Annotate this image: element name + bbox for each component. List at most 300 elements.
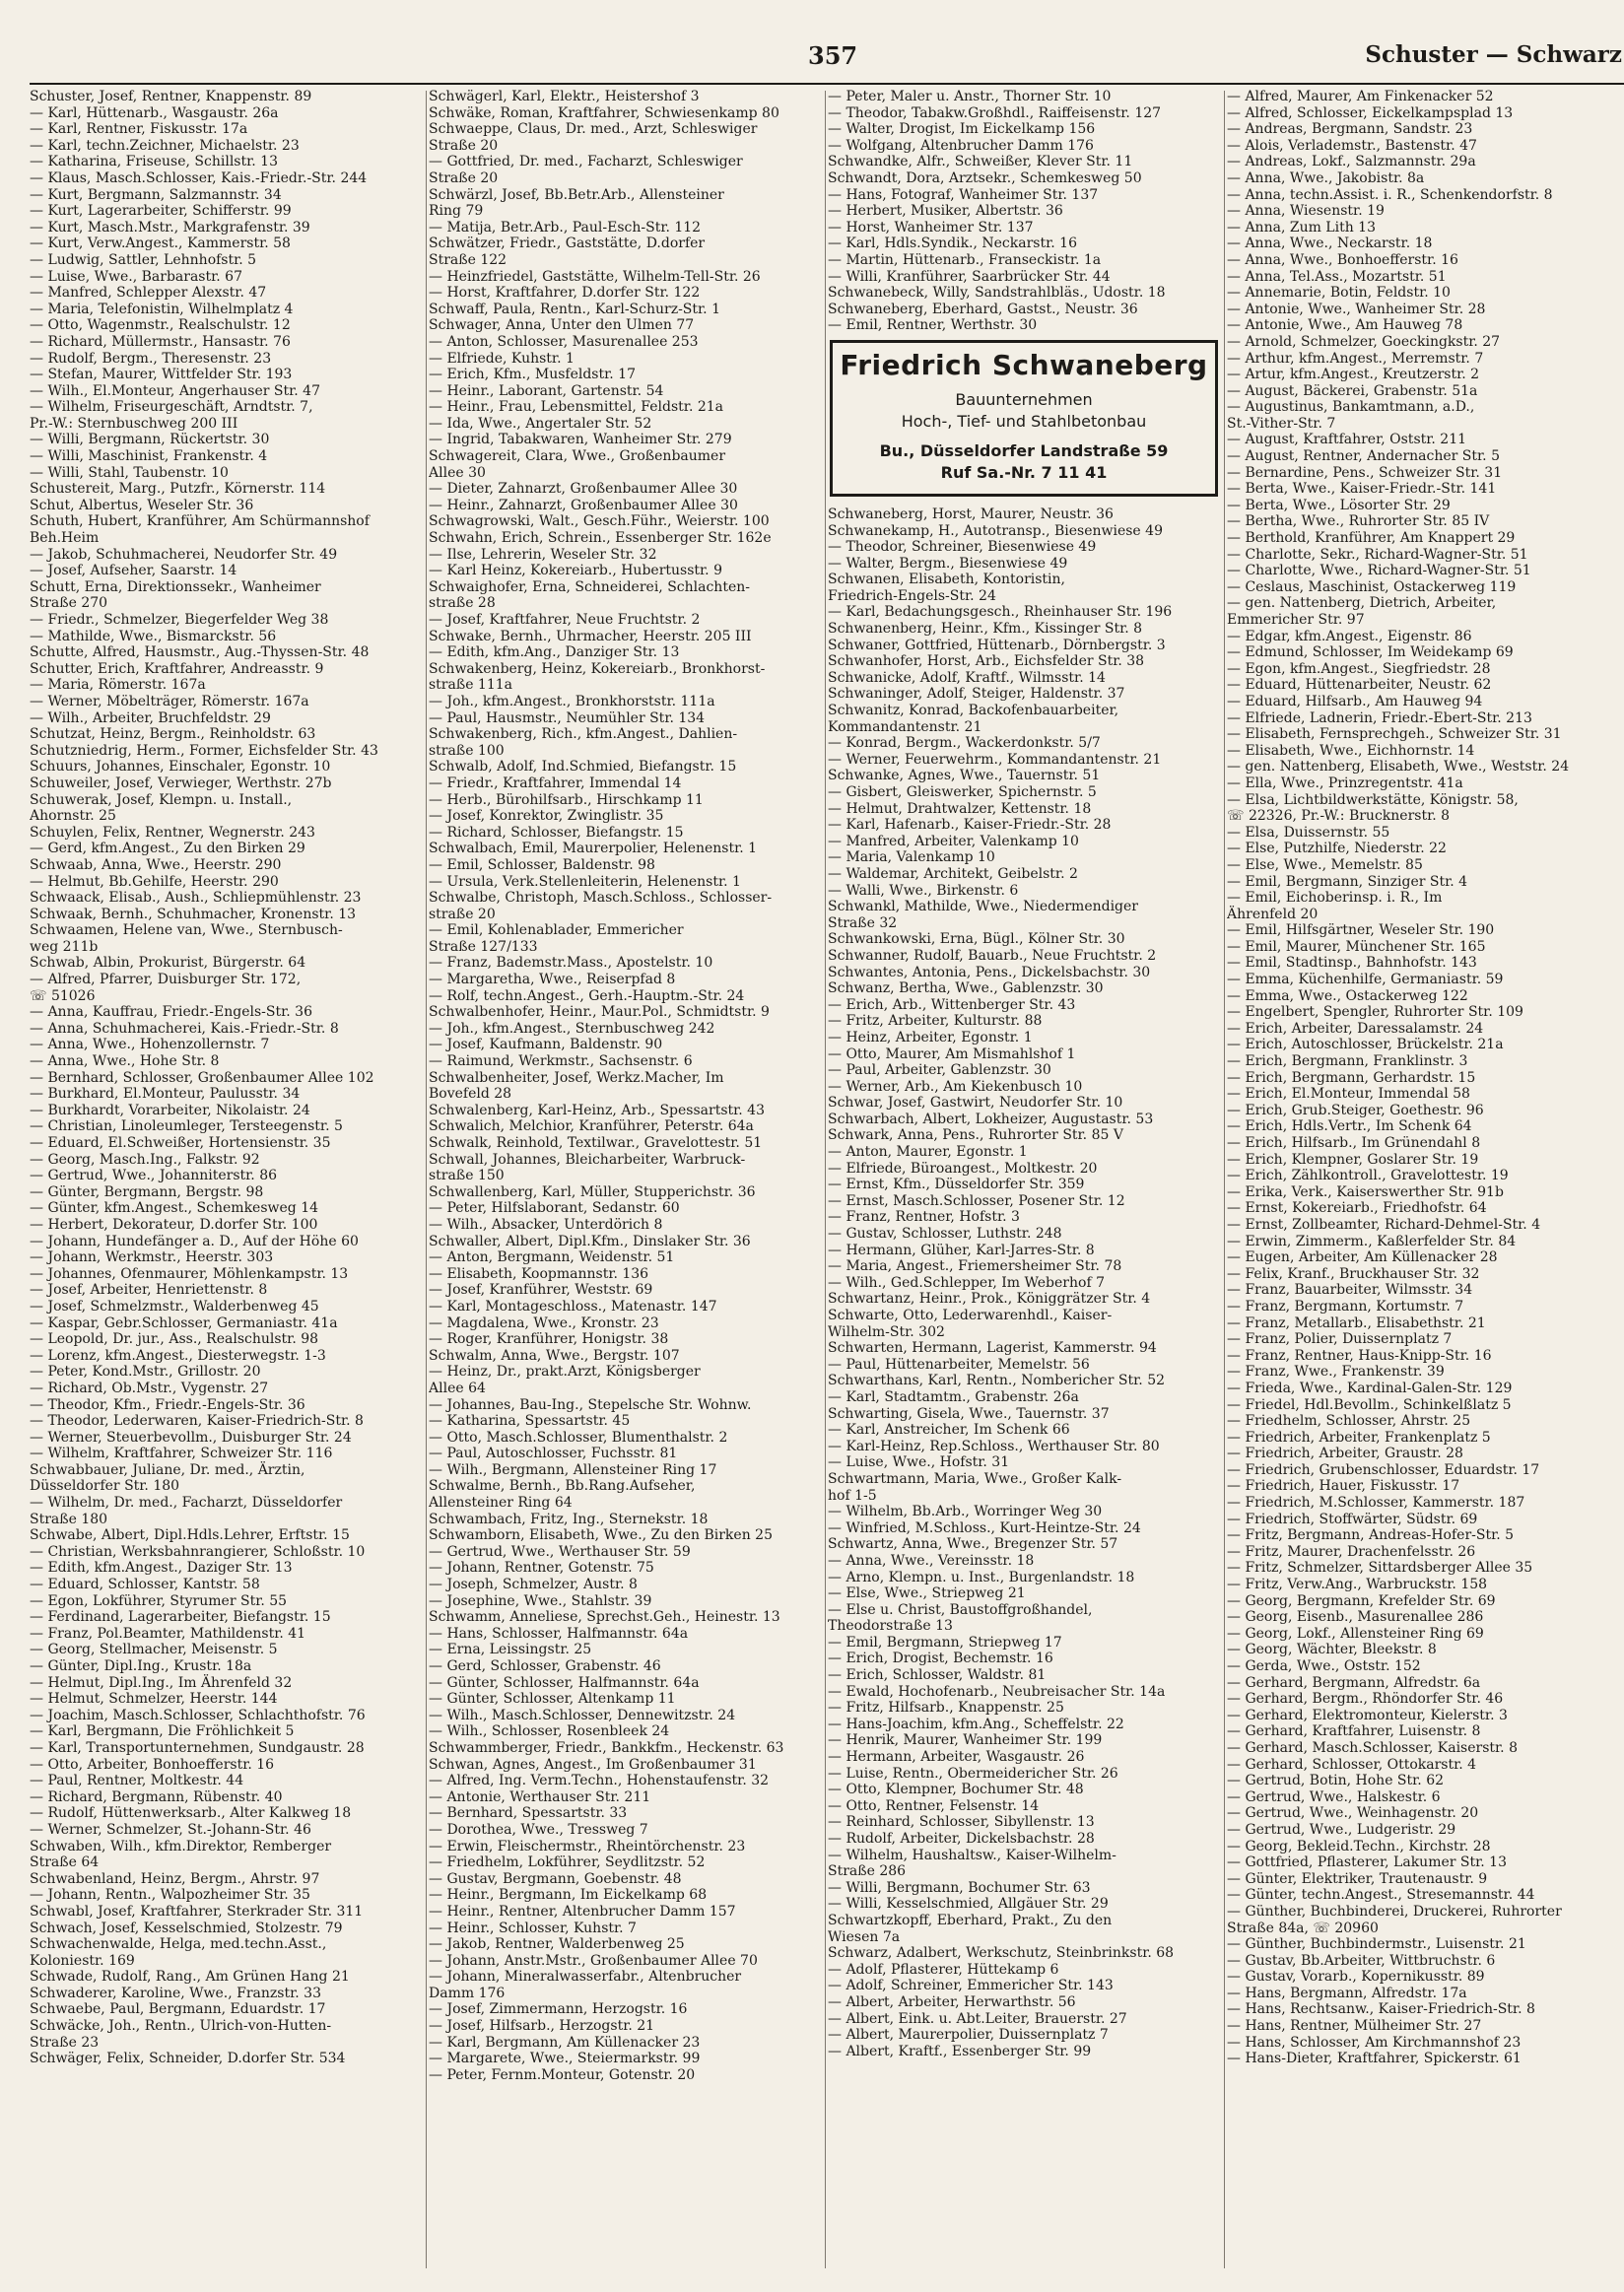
directory-entry: — Gisbert, Gleiswerker, Spichernstr. 5: [828, 784, 1097, 800]
directory-entry: Kommandantenstr. 21: [828, 718, 982, 735]
column-1: [30, 89, 422, 2276]
directory-entry: — Hans-Joachim, kfm.Ang., Scheffelstr. 22: [828, 1716, 1124, 1732]
directory-entry: — Arno, Klempn. u. Inst., Burgenlandstr. 18: [828, 1569, 1135, 1585]
directory-entry: — Franz, Pol.Beamter, Mathildenstr. 41: [30, 1625, 306, 1642]
directory-entry: — Ceslaus, Maschinist, Ostackerweg 119: [1227, 578, 1517, 595]
directory-entry: — gen. Nattenberg, Elisabeth, Wwe., Weststr. 24: [1227, 759, 1570, 775]
directory-entry: — Helmut, Bb.Gehilfe, Heerstr. 290: [30, 873, 279, 890]
directory-entry: — Elsa, Duissernstr. 55: [1227, 824, 1390, 841]
directory-entry: — Kurt, Bergmann, Salzmannstr. 34: [30, 186, 282, 203]
directory-entry: — Edmund, Schlosser, Im Weidekamp 69: [1227, 644, 1514, 661]
directory-entry: — Christian, Linoleumleger, Tersteegenstr. 5: [30, 1118, 343, 1135]
directory-entry: — Hans, Rechtsanw., Kaiser-Friedrich-Str. 8: [1227, 2001, 1535, 2018]
directory-entry: Straße 286: [828, 1863, 907, 1880]
directory-entry: — Anna, techn.Assist. i. R., Schenkendorfstr. 8: [1227, 186, 1553, 203]
directory-entry: Schwallenberg, Karl, Müller, Stupperichstr. 36: [429, 1183, 756, 1200]
directory-entry: — Theodor, Schreiner, Biesenwiese 49: [828, 539, 1097, 556]
directory-entry: Schwaak, Bernh., Schuhmacher, Kronenstr. 13: [30, 906, 357, 922]
directory-entry: — Heinzfriedel, Gaststätte, Wilhelm-Tell-Str. 26: [429, 268, 761, 285]
directory-entry: — Frieda, Wwe., Kardinal-Galen-Str. 129: [1227, 1380, 1513, 1396]
directory-entry: Schwarten, Hermann, Lagerist, Kammerstr. 94: [828, 1340, 1157, 1357]
directory-entry: — Artur, kfm.Angest., Kreutzerstr. 2: [1227, 367, 1480, 383]
directory-entry: — Elisabeth, Wwe., Eichhornstr. 14: [1227, 742, 1475, 759]
directory-entry: — Albert, Eink. u. Abt.Leiter, Brauerstr. 27: [828, 2010, 1127, 2027]
directory-entry: — Emil, Kohlenablader, Emmericher: [429, 922, 684, 939]
directory-entry: — Hermann, Glüher, Karl-Jarres-Str. 8: [828, 1242, 1095, 1258]
directory-entry: — Luise, Wwe., Hofstr. 31: [828, 1454, 1010, 1471]
directory-entry: — Hans, Schlosser, Halfmannstr. 64a: [429, 1625, 689, 1642]
directory-entry: — Bernardine, Pens., Schweizer Str. 31: [1227, 464, 1503, 481]
directory-entry: Ährenfeld 20: [1227, 906, 1319, 922]
directory-entry: — Roger, Kranführer, Honigstr. 38: [429, 1331, 669, 1348]
directory-entry: — Erich, Hilfsarb., Im Grünendahl 8: [1227, 1135, 1481, 1151]
directory-entry: Schwar, Josef, Gastwirt, Neudorfer Str. 10: [828, 1095, 1123, 1112]
directory-entry: — Johann, Mineralwasserfabr., Altenbrucher: [429, 1969, 742, 1986]
directory-entry: Schwanke, Agnes, Wwe., Tauernstr. 51: [828, 768, 1101, 784]
directory-entry: Schwandt, Dora, Arztsekr., Schemkesweg 50: [828, 169, 1142, 186]
directory-entry: — Josef, Kraftfahrer, Neue Fruchtstr. 2: [429, 612, 701, 628]
directory-entry: — Johann, Rentner, Gotenstr. 75: [429, 1560, 654, 1577]
directory-entry: — Emil, Rentner, Werthstr. 30: [828, 317, 1038, 334]
directory-entry: Schwamborn, Elisabeth, Wwe., Zu den Birken 25: [429, 1527, 773, 1544]
directory-entry: — Helmut, Drahtwalzer, Kettenstr. 18: [828, 800, 1092, 817]
directory-entry: Allee 30: [429, 464, 486, 481]
directory-entry: Allee 64: [429, 1380, 486, 1396]
directory-entry: — Heinr., Bergmann, Im Eickelkamp 68: [429, 1887, 708, 1904]
directory-entry: — Josef, Aufseher, Saarstr. 14: [30, 563, 237, 579]
directory-entry: — Paul, Arbeiter, Gablenzstr. 30: [828, 1062, 1051, 1079]
directory-entry: Schwachenwalde, Helga, med.techn.Asst.,: [30, 1936, 327, 1953]
directory-entry: — Erich, Arb., Wittenberger Str. 43: [828, 996, 1076, 1013]
directory-entry: — Emil, Hilfsgärtner, Weseler Str. 190: [1227, 922, 1495, 939]
directory-entry: — Gertrud, Wwe., Johanniterstr. 86: [30, 1168, 278, 1184]
directory-entry: Schwan, Agnes, Angest., Im Großenbaumer 31: [429, 1756, 757, 1773]
directory-entry: Schwagrowski, Walt., Gesch.Führ., Weierstr. 100: [429, 513, 770, 530]
directory-entry: — Günter, Bergmann, Bergstr. 98: [30, 1183, 264, 1200]
directory-entry: — Hans, Schlosser, Am Kirchmannshof 23: [1227, 2034, 1522, 2051]
directory-entry: — Rolf, techn.Angest., Gerh.-Hauptm.-Str. 24: [429, 987, 745, 1004]
directory-entry: Schwankowski, Erna, Bügl., Kölner Str. 30: [828, 931, 1125, 948]
advertiser-business: Bauunternehmen: [955, 389, 1093, 409]
directory-entry: — Wilhelm, Bb.Arb., Worringer Weg 30: [828, 1504, 1103, 1520]
directory-entry: — Antonie, Wwe., Am Hauweg 78: [1227, 317, 1463, 334]
directory-entry: — Anton, Schlosser, Masurenallee 253: [429, 333, 699, 350]
directory-entry: — Albert, Arbeiter, Herwarthstr. 56: [828, 1993, 1076, 2010]
directory-entry: — Anna, Kauffrau, Friedr.-Engels-Str. 36: [30, 1004, 312, 1021]
directory-entry: — Otto, Rentner, Felsenstr. 14: [828, 1797, 1040, 1814]
directory-entry: — Walli, Wwe., Birkenstr. 6: [828, 882, 1019, 899]
directory-entry: Schwaack, Elisab., Aush., Schliepmühlenstr. 23: [30, 890, 362, 907]
directory-entry: — Werner, Steuerbevollm., Duisburger Str. 24: [30, 1429, 352, 1446]
directory-entry: — Friedrich, Stoffwärter, Südstr. 69: [1227, 1511, 1478, 1527]
directory-entry: — Willi, Bergmann, Rückertstr. 30: [30, 432, 270, 448]
directory-entry: — Erich, Drogist, Bechemstr. 16: [828, 1651, 1053, 1667]
directory-entry: — Friedr., Schmelzer, Biegerfelder Weg 38: [30, 612, 329, 628]
directory-entry: — Heinr., Laborant, Gartenstr. 54: [429, 382, 664, 399]
directory-entry: — Georg, Bekleid.Techn., Kirchstr. 28: [1227, 1838, 1491, 1854]
directory-entry: Schwanen, Elisabeth, Kontoristin,: [828, 572, 1066, 588]
directory-entry: — Günter, techn.Angest., Stresemannstr. 44: [1227, 1887, 1535, 1904]
directory-entry: — Franz, Rentner, Haus-Knipp-Str. 16: [1227, 1347, 1492, 1364]
directory-entry: Schwaninger, Adolf, Steiger, Haldenstr. 37: [828, 686, 1125, 703]
directory-entry: — Emil, Schlosser, Baldenstr. 98: [429, 856, 655, 873]
directory-entry: Schwakenberg, Heinz, Kokereiarb., Bronkhorst-: [429, 660, 766, 677]
directory-entry: — Ludwig, Sattler, Lehnhofstr. 5: [30, 251, 257, 268]
directory-entry: — Edith, kfm.Ang., Danziger Str. 13: [429, 644, 680, 661]
directory-entry: — Gerhard, Kraftfahrer, Luisenstr. 8: [1227, 1723, 1481, 1740]
directory-entry: Pr.-W.: Sternbuschweg 200 III: [30, 415, 238, 432]
directory-entry: Schutzat, Heinz, Bergm., Reinholdstr. 63: [30, 726, 316, 743]
directory-entry: — Werner, Feuerwehrm., Kommandantenstr. 21: [828, 751, 1162, 768]
directory-entry: — Otto, Masch.Schlosser, Blumenthalstr. 2: [429, 1429, 728, 1446]
directory-entry: — Kurt, Lagerarbeiter, Schifferstr. 99: [30, 203, 292, 220]
directory-entry: — Ernst, Masch.Schlosser, Posener Str. 12: [828, 1192, 1125, 1209]
directory-entry: — Erich, Autoschlosser, Brückelstr. 21a: [1227, 1037, 1504, 1053]
directory-entry: Schwanenberg, Heinr., Kfm., Kissinger Str. 8: [828, 621, 1143, 638]
directory-entry: — Wilhelm, Kraftfahrer, Schweizer Str. 116: [30, 1446, 333, 1462]
directory-entry: — Ursula, Verk.Stellenleiterin, Helenenstr. 1: [429, 873, 741, 890]
directory-entry: — Gottfried, Pflasterer, Lakumer Str. 13: [1227, 1854, 1507, 1871]
directory-entry: — Peter, Kond.Mstr., Grillostr. 20: [30, 1364, 261, 1381]
directory-entry: — Albert, Maurerpolier, Duissernplatz 7: [828, 2027, 1109, 2044]
directory-entry: — Alfred, Schlosser, Eickelkampsplad 13: [1227, 104, 1514, 121]
directory-entry: — Bernhard, Spessartstr. 33: [429, 1805, 628, 1822]
directory-entry: — Rudolf, Bergm., Theresenstr. 23: [30, 350, 272, 367]
directory-entry: — Berta, Wwe., Kaiser-Friedr.-Str. 141: [1227, 481, 1497, 498]
directory-entry: — Edith, kfm.Angest., Daziger Str. 13: [30, 1560, 293, 1577]
directory-entry: Emmericher Str. 97: [1227, 612, 1365, 628]
directory-entry: — Adolf, Pflasterer, Hüttekamp 6: [828, 1961, 1059, 1978]
directory-entry: — Margarete, Wwe., Steiermarkstr. 99: [429, 2051, 701, 2067]
directory-entry: — Annemarie, Botin, Feldstr. 10: [1227, 285, 1451, 302]
directory-entry: — Dorothea, Wwe., Tressweg 7: [429, 1821, 648, 1838]
directory-entry: — Adolf, Schreiner, Emmericher Str. 143: [828, 1978, 1114, 1994]
directory-entry: — Lorenz, kfm.Angest., Diesterwegstr. 1-3: [30, 1347, 326, 1364]
directory-entry: — Friedhelm, Schlosser, Ahrstr. 25: [1227, 1413, 1471, 1430]
directory-entry: — Joh., kfm.Angest., Bronkhorststr. 111a: [429, 693, 715, 709]
directory-entry: — Hans, Rentner, Mülheimer Str. 27: [1227, 2018, 1482, 2035]
directory-entry: Schuth, Hubert, Kranführer, Am Schürmannshof: [30, 513, 370, 530]
directory-entry: — Georg, Lokf., Allensteiner Ring 69: [1227, 1625, 1484, 1642]
directory-entry: — Eduard, El.Schweißer, Hortensienstr. 35: [30, 1135, 331, 1151]
directory-entry: Schwalenberg, Karl-Heinz, Arb., Spessartstr. 43: [429, 1102, 765, 1118]
directory-entry: Schwanekamp, H., Autotransp., Biesenwiese 49: [828, 522, 1163, 539]
directory-entry: — Horst, Kraftfahrer, D.dorfer Str. 122: [429, 285, 701, 302]
directory-entry: — Gerhard, Bergm., Rhöndorfer Str. 46: [1227, 1691, 1504, 1708]
directory-entry: ☏ 22326, Pr.-W.: Brucknerstr. 8: [1227, 808, 1451, 825]
directory-entry: — Egon, Lokführer, Styrumer Str. 55: [30, 1592, 288, 1609]
directory-entry: Schwanz, Bertha, Wwe., Gablenzstr. 30: [828, 980, 1104, 997]
directory-entry: Schutter, Erich, Kraftfahrer, Andreasstr. 9: [30, 660, 324, 677]
directory-entry: Schwaighofer, Erna, Schneiderei, Schlachten-: [429, 578, 750, 595]
directory-entry: Allensteiner Ring 64: [429, 1495, 573, 1512]
directory-entry: — Egon, kfm.Angest., Siegfriedstr. 28: [1227, 660, 1491, 677]
directory-entry: — Georg, Stellmacher, Meisenstr. 5: [30, 1642, 278, 1658]
advertiser-address: Bu., Düsseldorfer Landstraße 59: [879, 440, 1169, 460]
directory-entry: — Burkhardt, Vorarbeiter, Nikolaistr. 24: [30, 1102, 310, 1118]
directory-entry: straße 28: [429, 595, 496, 612]
directory-entry: — Werner, Schmelzer, St.-Johann-Str. 46: [30, 1821, 311, 1838]
directory-entry: — Willi, Kesselschmied, Allgäuer Str. 29: [828, 1896, 1109, 1913]
header-rule: [30, 83, 1624, 85]
directory-entry: — Raimund, Werkmstr., Sachsenstr. 6: [429, 1053, 693, 1070]
directory-entry: — Heinr., Schlosser, Kuhstr. 7: [429, 1920, 637, 1936]
directory-entry: Schut, Albertus, Weseler Str. 36: [30, 497, 254, 513]
directory-entry: — Horst, Wanheimer Str. 137: [828, 219, 1034, 236]
directory-entry: — Karl, Transportunternehmen, Sundgaustr. 28: [30, 1739, 365, 1756]
directory-entry: — Maria, Telefonistin, Wilhelmplatz 4: [30, 301, 294, 317]
directory-entry: Schwartz, Anna, Wwe., Bregenzer Str. 57: [828, 1536, 1118, 1553]
directory-entry: — Karl Heinz, Kokereiarb., Hubertusstr. 9: [429, 563, 722, 579]
directory-entry: — Johannes, Ofenmaurer, Möhlenkampstr. 13: [30, 1265, 349, 1282]
directory-entry: Schwärzl, Josef, Bb.Betr.Arb., Allensteiner: [429, 186, 724, 203]
directory-entry: Schutzniedrig, Herm., Former, Eichsfelder Str. 43: [30, 742, 378, 759]
directory-entry: — Erika, Verk., Kaiserswerther Str. 91b: [1227, 1183, 1504, 1200]
directory-entry: Friedrich-Engels-Str. 24: [828, 587, 996, 604]
directory-entry: Schwätzer, Friedr., Gaststätte, D.dorfer: [429, 236, 706, 252]
directory-entry: Schwalbe, Christoph, Masch.Schloss., Schlosser-: [429, 890, 773, 907]
directory-entry: — August, Bäckerei, Grabenstr. 51a: [1227, 382, 1478, 399]
advertiser-name: Friedrich Schwaneberg: [840, 348, 1208, 381]
directory-entry: — Reinhard, Schlosser, Sibyllenstr. 13: [828, 1814, 1095, 1831]
directory-entry: — Konrad, Bergm., Wackerdonkstr. 5/7: [828, 735, 1101, 752]
directory-entry: — Luise, Wwe., Barbarastr. 67: [30, 268, 242, 285]
directory-entry: — Karl, Rentner, Fiskusstr. 17a: [30, 121, 248, 138]
directory-entry: Schustereit, Marg., Putzfr., Körnerstr. 114: [30, 481, 326, 498]
directory-entry: — Katharina, Spessartstr. 45: [429, 1413, 631, 1430]
directory-entry: — Richard, Ob.Mstr., Vygenstr. 27: [30, 1380, 269, 1396]
directory-entry: — Günter, Dipl.Ing., Krustr. 18a: [30, 1658, 252, 1674]
directory-entry: — Erwin, Zimmerm., Kaßlerfelder Str. 84: [1227, 1233, 1517, 1249]
directory-entry: — Katharina, Friseuse, Schillstr. 13: [30, 154, 278, 170]
directory-entry: Schwägerl, Karl, Elektr., Heistershof 3: [429, 89, 700, 104]
directory-entry: Schwamm, Anneliese, Sprechst.Geh., Heinestr. 13: [429, 1609, 780, 1626]
directory-entry: — Emma, Küchenhilfe, Germaniastr. 59: [1227, 972, 1504, 988]
directory-entry: — Erwin, Fleischermstr., Rheintörchenstr. 23: [429, 1838, 746, 1854]
directory-entry: — Johannes, Bau-Ing., Stepelsche Str. Wohnw.: [429, 1396, 752, 1413]
directory-entry: — Emil, Bergmann, Sinziger Str. 4: [1227, 873, 1468, 890]
directory-entry: — Gerhard, Elektromonteur, Kielerstr. 3: [1227, 1707, 1508, 1723]
directory-entry: — gen. Nattenberg, Dietrich, Arbeiter,: [1227, 595, 1497, 612]
directory-entry: — Gerd, kfm.Angest., Zu den Birken 29: [30, 841, 305, 857]
directory-entry: Schwark, Anna, Pens., Ruhrorter Str. 85 V: [828, 1127, 1123, 1144]
column-3: [828, 89, 1220, 2276]
directory-entry: straße 100: [429, 742, 505, 759]
directory-entry: Schwanner, Rudolf, Bauarb., Neue Fruchtstr. 2: [828, 947, 1157, 964]
page-header: [30, 41, 1624, 77]
directory-entry: — Herb., Bürohilfsarb., Hirschkamp 11: [429, 791, 704, 808]
directory-entry: — Gertrud, Wwe., Ludgeristr. 29: [1227, 1821, 1456, 1838]
directory-entry: Straße 20: [429, 137, 499, 154]
directory-entry: — Ingrid, Tabakwaren, Wanheimer Str. 279: [429, 432, 732, 448]
directory-entry: — Ida, Wwe., Angertaler Str. 52: [429, 415, 652, 432]
directory-entry: — Friedrich, Grubenschlosser, Eduardstr. 17: [1227, 1461, 1540, 1478]
column-2: [429, 89, 821, 2276]
directory-entry: — Anna, Wiesenstr. 19: [1227, 203, 1385, 220]
directory-entry: Schwalbenhofer, Heinr., Maur.Pol., Schmidtstr. 9: [429, 1004, 770, 1021]
directory-entry: — Wilhelm, Dr. med., Facharzt, Düsseldorfer: [30, 1495, 343, 1512]
directory-entry: — Johann, Anstr.Mstr., Großenbaumer Allee 70: [429, 1952, 758, 1969]
directory-entry: — Antonie, Wwe., Wanheimer Str. 28: [1227, 301, 1486, 317]
directory-entry: — Johann, Rentn., Walpozheimer Str. 35: [30, 1887, 310, 1904]
directory-entry: — Karl, Hdls.Syndik., Neckarstr. 16: [828, 236, 1077, 252]
directory-entry: — Richard, Müllermstr., Hansastr. 76: [30, 333, 291, 350]
directory-entry: — Friedrich, Hauer, Fiskusstr. 17: [1227, 1478, 1460, 1495]
running-head: Schuster — Schwarz: [1365, 41, 1622, 68]
directory-entry: — Margaretha, Wwe., Reiserpfad 8: [429, 972, 676, 988]
directory-entry: — Wilh., Absacker, Unterdörich 8: [429, 1216, 663, 1233]
directory-entry: — Johann, Werkmstr., Heerstr. 303: [30, 1249, 274, 1266]
directory-entry: — Georg, Bergmann, Krefelder Str. 69: [1227, 1592, 1496, 1609]
directory-entry: — Karl, Stadtamtm., Grabenstr. 26a: [828, 1388, 1079, 1405]
directory-entry: — Erich, Kfm., Musfeldstr. 17: [429, 367, 636, 383]
directory-entry: straße 20: [429, 906, 496, 922]
directory-entry: — Wilh., Bergmann, Allensteiner Ring 17: [429, 1461, 717, 1478]
directory-entry: — Friedel, Hdl.Bevollm., Schinkelßlatz 5: [1227, 1396, 1512, 1413]
directory-entry: — Albert, Kraftf., Essenberger Str. 99: [828, 2043, 1092, 2059]
directory-entry: Straße 32: [828, 914, 898, 931]
advertiser-phone: Ruf Sa.-Nr. 7 11 41: [940, 462, 1108, 482]
directory-entry: — Karl, Hafenarb., Kaiser-Friedr.-Str. 28: [828, 817, 1112, 834]
directory-entry: Theodorstraße 13: [828, 1618, 953, 1635]
directory-entry: — Ferdinand, Lagerarbeiter, Biefangstr. 15: [30, 1609, 331, 1626]
directory-entry: — Martin, Hüttenarb., Franseckistr. 1a: [828, 251, 1102, 268]
directory-entry: — Bertha, Wwe., Ruhrorter Str. 85 IV: [1227, 513, 1490, 530]
directory-entry: — Peter, Maler u. Anstr., Thorner Str. 10: [828, 89, 1112, 104]
directory-entry: Schwartzkopff, Eberhard, Prakt., Zu den: [828, 1912, 1113, 1928]
directory-entry: — Antonie, Werthauser Str. 211: [429, 1788, 651, 1805]
directory-entry: Schwaab, Anna, Wwe., Heerstr. 290: [30, 856, 282, 873]
directory-entry: — Franz, Wwe., Frankenstr. 39: [1227, 1364, 1445, 1381]
directory-entry: — Wilh., Arbeiter, Bruchfeldstr. 29: [30, 709, 271, 726]
directory-entry: — Ernst, Kfm., Düsseldorfer Str. 359: [828, 1177, 1085, 1193]
directory-entry: Ring 79: [429, 203, 484, 220]
directory-entry: — Herbert, Musiker, Albertstr. 36: [828, 203, 1063, 220]
directory-entry: — Luise, Rentn., Obermeidericher Str. 26: [828, 1765, 1118, 1782]
directory-entry: — Stefan, Maurer, Wittfelder Str. 193: [30, 367, 293, 383]
directory-entry: — Joachim, Masch.Schlosser, Schlachthofstr. 76: [30, 1707, 366, 1723]
directory-entry: — Charlotte, Wwe., Richard-Wagner-Str. 51: [1227, 563, 1531, 579]
directory-entry: — Gerd, Schlosser, Grabenstr. 46: [429, 1658, 661, 1674]
directory-entry: — Otto, Wagenmstr., Realschulstr. 12: [30, 317, 291, 334]
directory-entry: Koloniestr. 169: [30, 1952, 135, 1969]
directory-entry: — Fritz, Verw.Ang., Warbruckstr. 158: [1227, 1577, 1488, 1593]
directory-entry: Schwabe, Albert, Dipl.Hdls.Lehrer, Erftstr. 15: [30, 1527, 350, 1544]
directory-entry: — Jakob, Rentner, Walderbenweg 25: [429, 1936, 685, 1953]
directory-entry: — Anton, Maurer, Egonstr. 1: [828, 1144, 1028, 1161]
directory-entry: — Josef, Zimmermann, Herzogstr. 16: [429, 2001, 688, 2018]
directory-entry: Straße 180: [30, 1511, 108, 1527]
directory-entry: — Alois, Verlademstr., Bastenstr. 47: [1227, 137, 1477, 154]
directory-entry: — Karl-Heinz, Rep.Schloss., Werthauser Str. 80: [828, 1438, 1160, 1454]
directory-entry: Schuweiler, Josef, Verwieger, Werthstr. 27b: [30, 775, 332, 791]
directory-entry: — Günter, Schlosser, Altenkamp 11: [429, 1691, 676, 1708]
directory-entry: — Theodor, Tabakw.Großhdl., Raiffeisenstr. 127: [828, 104, 1162, 121]
directory-entry: St.-Vither-Str. 7: [1227, 415, 1336, 432]
directory-entry: — Erich, Hdls.Vertr., Im Schenk 64: [1227, 1118, 1472, 1135]
directory-entry: — Friedrich, Arbeiter, Frankenplatz 5: [1227, 1429, 1491, 1446]
directory-entry: — Friedhelm, Lokführer, Seydlitzstr. 52: [429, 1854, 706, 1871]
directory-entry: — Paul, Hüttenarbeiter, Memelstr. 56: [828, 1356, 1090, 1373]
directory-entry: — Eduard, Hüttenarbeiter, Neustr. 62: [1227, 677, 1492, 694]
directory-entry: — Karl, Bedachungsgesch., Rheinhauser Str. 196: [828, 604, 1173, 621]
directory-entry: — Kurt, Verw.Angest., Kammerstr. 58: [30, 236, 291, 252]
directory-entry: — Fritz, Hilfsarb., Knappenstr. 25: [828, 1700, 1064, 1717]
directory-entry: — Heinz, Arbeiter, Egonstr. 1: [828, 1029, 1033, 1045]
directory-entry: — Theodor, Lederwaren, Kaiser-Friedrich-Str. 8: [30, 1413, 364, 1430]
directory-entry: Schwankl, Mathilde, Wwe., Niedermendiger: [828, 899, 1138, 915]
directory-entry: Schwabl, Josef, Kraftfahrer, Sterkrader Str. 311: [30, 1903, 364, 1920]
directory-entry: — Else, Wwe., Striepweg 21: [828, 1585, 1026, 1602]
directory-entry: — Richard, Bergmann, Rübenstr. 40: [30, 1788, 283, 1805]
directory-entry: — Elfriede, Kuhstr. 1: [429, 350, 575, 367]
directory-entry: Schwäke, Roman, Kraftfahrer, Schwiesenkamp 80: [429, 104, 779, 121]
directory-entry: — Emil, Bergmann, Striepweg 17: [828, 1634, 1062, 1651]
directory-entry: — Richard, Schlosser, Biefangstr. 15: [429, 824, 684, 841]
advertisement-box: [830, 340, 1218, 497]
directory-entry: — Franz, Polier, Duissernplatz 7: [1227, 1331, 1453, 1348]
directory-entry: Schwalb, Adolf, Ind.Schmied, Biefangstr. 15: [429, 759, 737, 775]
directory-entry: — Walter, Bergm., Biesenwiese 49: [828, 555, 1068, 572]
directory-entry: — Josef, Konrektor, Zwinglistr. 35: [429, 808, 664, 825]
directory-entry: Schwarthans, Karl, Rentn., Nombericher Str. 52: [828, 1373, 1166, 1389]
directory-entry: — Emil, Stadtinsp., Bahnhofstr. 143: [1227, 955, 1477, 972]
directory-entry: weg 211b: [30, 938, 99, 955]
directory-entry: — Josef, Schmelzmstr., Walderbenweg 45: [30, 1298, 319, 1315]
directory-entry: — Josef, Kranführer, Weststr. 69: [429, 1282, 653, 1299]
directory-entry: — Josef, Kaufmann, Baldenstr. 90: [429, 1037, 663, 1053]
directory-entry: — Gertrud, Wwe., Werthauser Str. 59: [429, 1543, 691, 1560]
directory-entry: Schwanebeck, Willy, Sandstrahlbläs., Udostr. 18: [828, 285, 1166, 302]
directory-entry: Schwabbauer, Juliane, Dr. med., Ärztin,: [30, 1461, 305, 1478]
directory-entry: Schutte, Alfred, Hausmstr., Aug.-Thyssen-Str. 48: [30, 644, 370, 661]
advertiser-services: Hoch-, Tief- und Stahlbetonbau: [901, 411, 1147, 431]
directory-entry: — Fritz, Arbeiter, Kulturstr. 88: [828, 1013, 1043, 1030]
directory-entry: — Dieter, Zahnarzt, Großenbaumer Allee 30: [429, 481, 738, 498]
directory-entry: — Günter, kfm.Angest., Schemkesweg 14: [30, 1200, 319, 1217]
directory-entry: — Fritz, Schmelzer, Sittardsberger Allee 35: [1227, 1560, 1533, 1577]
directory-entry: — Elsa, Lichtbildwerkstätte, Königstr. 58,: [1227, 791, 1519, 808]
directory-entry: Schwambach, Fritz, Ing., Sternekstr. 18: [429, 1511, 709, 1527]
directory-entry: Schwakenberg, Rich., kfm.Angest., Dahlien-: [429, 726, 738, 743]
directory-entry: Schwach, Josef, Kesselschmied, Stolzestr. 79: [30, 1920, 343, 1936]
directory-entry: — Ella, Wwe., Prinzregentstr. 41a: [1227, 775, 1463, 791]
directory-entry: — Josef, Arbeiter, Henriettenstr. 8: [30, 1282, 268, 1299]
directory-entry: — Anton, Bergmann, Weidenstr. 51: [429, 1249, 675, 1266]
directory-entry: — Karl, Bergmann, Die Fröhlichkeit 5: [30, 1723, 295, 1740]
directory-entry: — Manfred, Arbeiter, Valenkamp 10: [828, 833, 1079, 849]
directory-entry: — Wilhelm, Friseurgeschäft, Arndtstr. 7,: [30, 399, 313, 416]
directory-entry: — Eugen, Arbeiter, Am Küllenacker 28: [1227, 1249, 1498, 1266]
directory-entry: Straße 122: [429, 251, 508, 268]
directory-entry: Schwake, Bernh., Uhrmacher, Heerstr. 205 III: [429, 628, 752, 644]
directory-entry: Schwagereit, Clara, Wwe., Großenbaumer: [429, 448, 726, 465]
directory-entry: — Werner, Möbelträger, Römerstr. 167a: [30, 693, 309, 709]
directory-entry: — Bernhard, Schlosser, Großenbaumer Allee 102: [30, 1069, 374, 1086]
directory-entry: — Helmut, Schmelzer, Heerstr. 144: [30, 1691, 278, 1708]
directory-entry: — Kurt, Masch.Mstr., Markgrafenstr. 39: [30, 219, 310, 236]
directory-entry: — Günther, Buchbindermstr., Luisenstr. 21: [1227, 1936, 1526, 1953]
directory-entry: Schwanhofer, Horst, Arb., Eichsfelder Str. 38: [828, 653, 1145, 670]
directory-entry: — Wilh., Ged.Schlepper, Im Weberhof 7: [828, 1274, 1105, 1291]
directory-entry: Schwager, Anna, Unter den Ulmen 77: [429, 317, 695, 334]
directory-entry: Düsseldorfer Str. 180: [30, 1478, 180, 1495]
directory-entry: — Erich, Arbeiter, Daressalamstr. 24: [1227, 1020, 1484, 1037]
directory-entry: — Eduard, Hilfsarb., Am Hauweg 94: [1227, 693, 1483, 709]
directory-entry: — Klaus, Masch.Schlosser, Kais.-Friedr.-Str. 244: [30, 169, 368, 186]
directory-entry: — Anna, Tel.Ass., Mozartstr. 51: [1227, 268, 1447, 285]
directory-entry: Schwäcke, Joh., Rentn., Ulrich-von-Hutten-: [30, 2018, 332, 2035]
